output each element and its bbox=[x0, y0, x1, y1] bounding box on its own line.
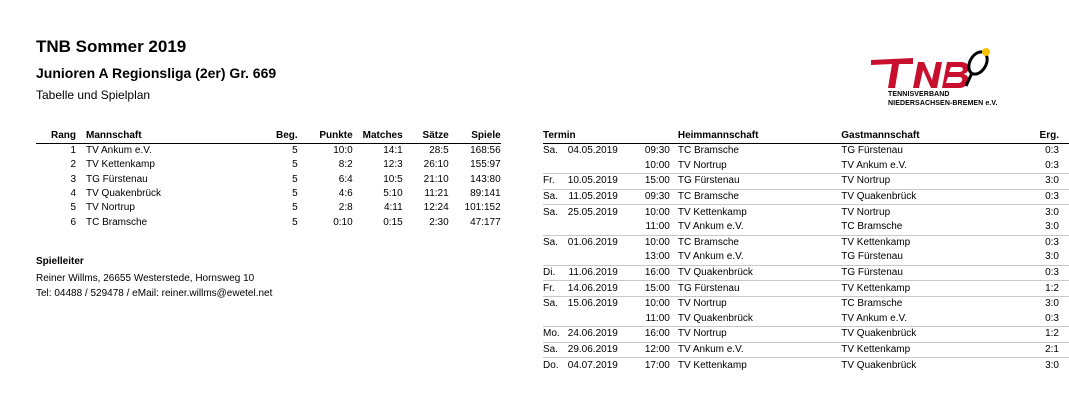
schedule-time-cell: 16:00 bbox=[632, 327, 678, 343]
schedule-home-cell: TV Quakenbrück bbox=[677, 312, 753, 324]
schedule-day-cell: Do. bbox=[543, 358, 568, 373]
schedule-home-cell: TV Quakenbrück bbox=[678, 265, 841, 281]
standings-row bbox=[36, 201, 501, 215]
standings-games-cell: 47:177 bbox=[470, 216, 501, 228]
schedule-guest-cell: TV Quakenbrück bbox=[841, 189, 1004, 205]
schedule-day-cell: Sa. bbox=[543, 342, 568, 358]
standings-team-cell: TG Fürstenau bbox=[86, 173, 148, 185]
col-spiele: Spiele bbox=[449, 127, 501, 144]
schedule-result-cell: 0:3 bbox=[1004, 189, 1069, 205]
standings-row bbox=[36, 187, 501, 201]
schedule-row bbox=[543, 312, 1069, 327]
schedule-row bbox=[543, 281, 1069, 297]
standings-rank-cell: 1 bbox=[70, 145, 76, 157]
col-ergebnis: Erg. bbox=[1004, 127, 1069, 144]
schedule-home-cell: TV Nortrup bbox=[678, 327, 841, 343]
schedule-row bbox=[543, 205, 1069, 220]
schedule-result-cell: 3:0 bbox=[1004, 358, 1069, 373]
schedule-result-cell: 3:0 bbox=[1004, 205, 1069, 220]
schedule-table bbox=[543, 127, 1069, 373]
standings-rank-cell: 6 bbox=[70, 216, 76, 228]
schedule-guest-cell: TV Nortrup bbox=[841, 174, 1004, 190]
schedule-time-cell: 11:00 bbox=[645, 221, 670, 233]
schedule-date-cell: 04.07.2019 bbox=[568, 358, 632, 373]
schedule-guest-cell: TV Quakenbrück bbox=[841, 327, 1004, 343]
schedule-date-cell: 04.05.2019 bbox=[567, 145, 618, 157]
col-mannschaft: Mannschaft bbox=[86, 127, 276, 144]
schedule-result-cell: 0:3 bbox=[1045, 312, 1059, 324]
standings-rank-cell: 5 bbox=[70, 202, 76, 214]
schedule-guest-cell: TV Kettenkamp bbox=[841, 342, 1004, 358]
standings-team-cell: TC Bramsche bbox=[86, 216, 148, 228]
schedule-guest-cell: TV Quakenbrück bbox=[841, 358, 1004, 373]
schedule-row bbox=[543, 189, 1069, 205]
schedule-home-cell: TG Fürstenau bbox=[678, 281, 841, 297]
schedule-row bbox=[543, 220, 1069, 235]
schedule-row bbox=[543, 358, 1069, 373]
col-saetze: Sätze bbox=[403, 127, 449, 144]
standings-row bbox=[36, 173, 501, 187]
schedule-date-cell: 01.06.2019 bbox=[568, 235, 632, 250]
schedule-result-cell: 0:3 bbox=[1045, 159, 1059, 171]
schedule-date-cell bbox=[568, 250, 632, 265]
schedule-row bbox=[543, 144, 1069, 159]
standings-row bbox=[36, 144, 501, 159]
standings-points-cell: 10:0 bbox=[333, 145, 353, 157]
schedule-time-cell: 10:00 bbox=[644, 159, 670, 171]
schedule-home-cell: TV Kettenkamp bbox=[678, 205, 841, 220]
league-title: Junioren A Regionsliga (2er) Gr. 669 bbox=[36, 65, 277, 81]
standings-table bbox=[36, 127, 501, 230]
standings-row bbox=[36, 215, 501, 229]
standings-games-cell: 168:56 bbox=[470, 145, 501, 157]
schedule-time-cell: 13:00 bbox=[644, 251, 670, 263]
schedule-day-cell: Sa. bbox=[543, 205, 568, 220]
schedule-time-cell: 10:00 bbox=[632, 235, 678, 250]
logo-caption: TENNISVERBAND NIEDERSACHSEN-BREMEN e.V. bbox=[888, 91, 998, 107]
standings-matches-cell: 14:1 bbox=[383, 145, 403, 157]
col-rang: Rang bbox=[36, 127, 86, 144]
standings-played-cell: 5 bbox=[292, 159, 298, 171]
schedule-result-cell: 3:0 bbox=[1004, 174, 1069, 190]
standings-matches-cell: 4:11 bbox=[383, 202, 403, 214]
schedule-result-cell: 0:3 bbox=[1004, 265, 1069, 281]
page-caption: Tabelle und Spielplan bbox=[36, 88, 151, 102]
schedule-result-cell: 0:3 bbox=[1045, 145, 1059, 157]
standings-points-cell: 2:8 bbox=[338, 202, 353, 214]
schedule-home-cell: TV Nortrup bbox=[678, 296, 841, 311]
schedule-day-cell bbox=[543, 312, 568, 327]
col-beg: Beg. bbox=[276, 127, 298, 144]
schedule-result-cell: 3:0 bbox=[1045, 221, 1059, 233]
schedule-home-cell: TV Ankum e.V. bbox=[677, 251, 744, 263]
standings-games-cell: 89:141 bbox=[470, 188, 501, 200]
standings-points-cell: 0:10 bbox=[333, 216, 353, 228]
schedule-result-cell: 2:1 bbox=[1004, 342, 1069, 358]
standings-sets-cell: 2:30 bbox=[429, 216, 449, 228]
leader-title: Spielleiter bbox=[36, 256, 84, 267]
col-heim: Heimmannschaft bbox=[678, 127, 841, 144]
schedule-guest-cell: TG Fürstenau bbox=[841, 251, 903, 263]
schedule-date-cell bbox=[568, 312, 632, 327]
standings-rank-cell: 3 bbox=[70, 173, 76, 185]
schedule-day-cell: Sa. bbox=[543, 145, 559, 157]
schedule-day-cell: Sa. bbox=[543, 189, 568, 205]
standings-matches-cell: 0:15 bbox=[383, 216, 403, 228]
standings-played-cell: 5 bbox=[292, 173, 298, 185]
standings-team-cell: TV Quakenbrück bbox=[86, 188, 162, 200]
schedule-time-cell: 09:30 bbox=[632, 189, 678, 205]
schedule-day-cell bbox=[543, 220, 568, 235]
schedule-guest-cell: TV Nortrup bbox=[841, 205, 1004, 220]
schedule-time-cell: 16:00 bbox=[632, 265, 678, 281]
schedule-row bbox=[543, 342, 1069, 358]
schedule-result-cell: 1:2 bbox=[1004, 281, 1069, 297]
schedule-day-cell: Fr. bbox=[543, 174, 568, 190]
schedule-guest-cell: TG Fürstenau bbox=[841, 145, 903, 157]
schedule-date-cell: 11.06.2019 bbox=[568, 265, 632, 281]
schedule-date-cell: 29.06.2019 bbox=[568, 342, 632, 358]
standings-row bbox=[36, 158, 501, 172]
col-punkte: Punkte bbox=[298, 127, 353, 144]
schedule-day-cell: Sa. bbox=[543, 296, 568, 311]
schedule-day-cell: Fr. bbox=[543, 281, 568, 297]
schedule-time-cell: 15:00 bbox=[632, 281, 678, 297]
schedule-home-cell: TV Ankum e.V. bbox=[678, 342, 841, 358]
standings-played-cell: 5 bbox=[292, 188, 298, 200]
standings-points-cell: 8:2 bbox=[338, 159, 353, 171]
schedule-date-cell: 11.05.2019 bbox=[568, 189, 632, 205]
col-matches: Matches bbox=[353, 127, 403, 144]
schedule-home-cell: TV Nortrup bbox=[677, 159, 727, 171]
schedule-date-cell: 24.06.2019 bbox=[568, 327, 632, 343]
schedule-date-cell: 14.06.2019 bbox=[568, 281, 632, 297]
schedule-time-cell: 11:00 bbox=[645, 312, 670, 324]
col-gast: Gastmannschaft bbox=[841, 127, 1004, 144]
schedule-home-cell: TC Bramsche bbox=[677, 145, 739, 157]
standings-matches-cell: 5:10 bbox=[383, 188, 403, 200]
standings-games-cell: 101:152 bbox=[464, 202, 501, 214]
schedule-date-cell bbox=[568, 220, 632, 235]
schedule-guest-cell: TV Kettenkamp bbox=[841, 235, 1004, 250]
standings-sets-cell: 12:24 bbox=[423, 202, 449, 214]
leader-contact: Tel: 04488 / 529478 / eMail: reiner.willms@ewetel.net bbox=[36, 288, 273, 299]
schedule-time-cell: 15:00 bbox=[632, 174, 678, 190]
standings-team-cell: TV Nortrup bbox=[86, 202, 135, 214]
schedule-home-cell: TC Bramsche bbox=[678, 189, 841, 205]
schedule-day-cell bbox=[543, 159, 568, 174]
schedule-row bbox=[543, 235, 1069, 250]
schedule-time-cell: 09:30 bbox=[644, 145, 670, 157]
leader-address: Reiner Willms, 26655 Westerstede, Hornsweg 10 bbox=[36, 273, 255, 284]
schedule-row bbox=[543, 174, 1069, 190]
schedule-time-cell: 17:00 bbox=[632, 358, 678, 373]
schedule-guest-cell: TC Bramsche bbox=[841, 296, 1004, 311]
standings-sets-cell: 28:5 bbox=[429, 145, 449, 157]
schedule-guest-cell: TV Kettenkamp bbox=[841, 281, 1004, 297]
standings-games-cell: 155:97 bbox=[470, 159, 501, 171]
schedule-row bbox=[543, 296, 1069, 311]
schedule-home-cell: TC Bramsche bbox=[678, 235, 841, 250]
standings-team-cell: TV Kettenkamp bbox=[86, 159, 155, 171]
standings-played-cell: 5 bbox=[292, 145, 298, 157]
standings-sets-cell: 11:21 bbox=[424, 188, 449, 200]
schedule-date-cell: 25.05.2019 bbox=[568, 205, 632, 220]
schedule-home-cell: TG Fürstenau bbox=[678, 174, 841, 190]
standings-sets-cell: 26:10 bbox=[423, 159, 449, 171]
schedule-result-cell: 3:0 bbox=[1045, 251, 1059, 263]
schedule-home-cell: TV Ankum e.V. bbox=[677, 221, 744, 233]
standings-rank-cell: 2 bbox=[70, 159, 76, 171]
schedule-day-cell: Di. bbox=[543, 265, 568, 281]
standings-header-row bbox=[36, 127, 501, 144]
schedule-guest-cell: TG Fürstenau bbox=[841, 265, 1004, 281]
standings-played-cell: 5 bbox=[292, 216, 298, 228]
schedule-row bbox=[543, 159, 1069, 174]
schedule-row bbox=[543, 250, 1069, 265]
standings-matches-cell: 10:5 bbox=[383, 173, 403, 185]
standings-points-cell: 4:6 bbox=[338, 188, 353, 200]
schedule-guest-cell: TV Ankum e.V. bbox=[841, 159, 908, 171]
schedule-row bbox=[543, 265, 1069, 281]
schedule-day-cell: Sa. bbox=[543, 235, 568, 250]
standings-played-cell: 5 bbox=[292, 202, 298, 214]
schedule-result-cell: 1:2 bbox=[1004, 327, 1069, 343]
standings-team-cell: TV Ankum e.V. bbox=[86, 145, 152, 157]
schedule-day-cell bbox=[543, 250, 568, 265]
schedule-date-cell: 10.05.2019 bbox=[568, 174, 632, 190]
schedule-header-row bbox=[543, 127, 1069, 144]
schedule-result-cell: 3:0 bbox=[1004, 296, 1069, 311]
schedule-guest-cell: TC Bramsche bbox=[841, 221, 903, 233]
schedule-time-cell: 12:00 bbox=[632, 342, 678, 358]
schedule-time-cell: 10:00 bbox=[632, 205, 678, 220]
standings-points-cell: 6:4 bbox=[338, 173, 353, 185]
col-termin: Termin bbox=[543, 127, 678, 144]
schedule-home-cell: TV Kettenkamp bbox=[678, 358, 841, 373]
standings-matches-cell: 12:3 bbox=[383, 159, 403, 171]
schedule-date-cell bbox=[568, 159, 632, 174]
schedule-day-cell: Mo. bbox=[543, 327, 568, 343]
schedule-guest-cell: TV Ankum e.V. bbox=[841, 312, 908, 324]
page-title: TNB Sommer 2019 bbox=[36, 37, 187, 56]
standings-games-cell: 143:80 bbox=[470, 173, 501, 185]
standings-sets-cell: 21:10 bbox=[423, 173, 449, 185]
schedule-time-cell: 10:00 bbox=[632, 296, 678, 311]
standings-rank-cell: 4 bbox=[70, 188, 76, 200]
schedule-date-cell: 15.06.2019 bbox=[568, 296, 632, 311]
schedule-row bbox=[543, 327, 1069, 343]
schedule-result-cell: 0:3 bbox=[1004, 235, 1069, 250]
